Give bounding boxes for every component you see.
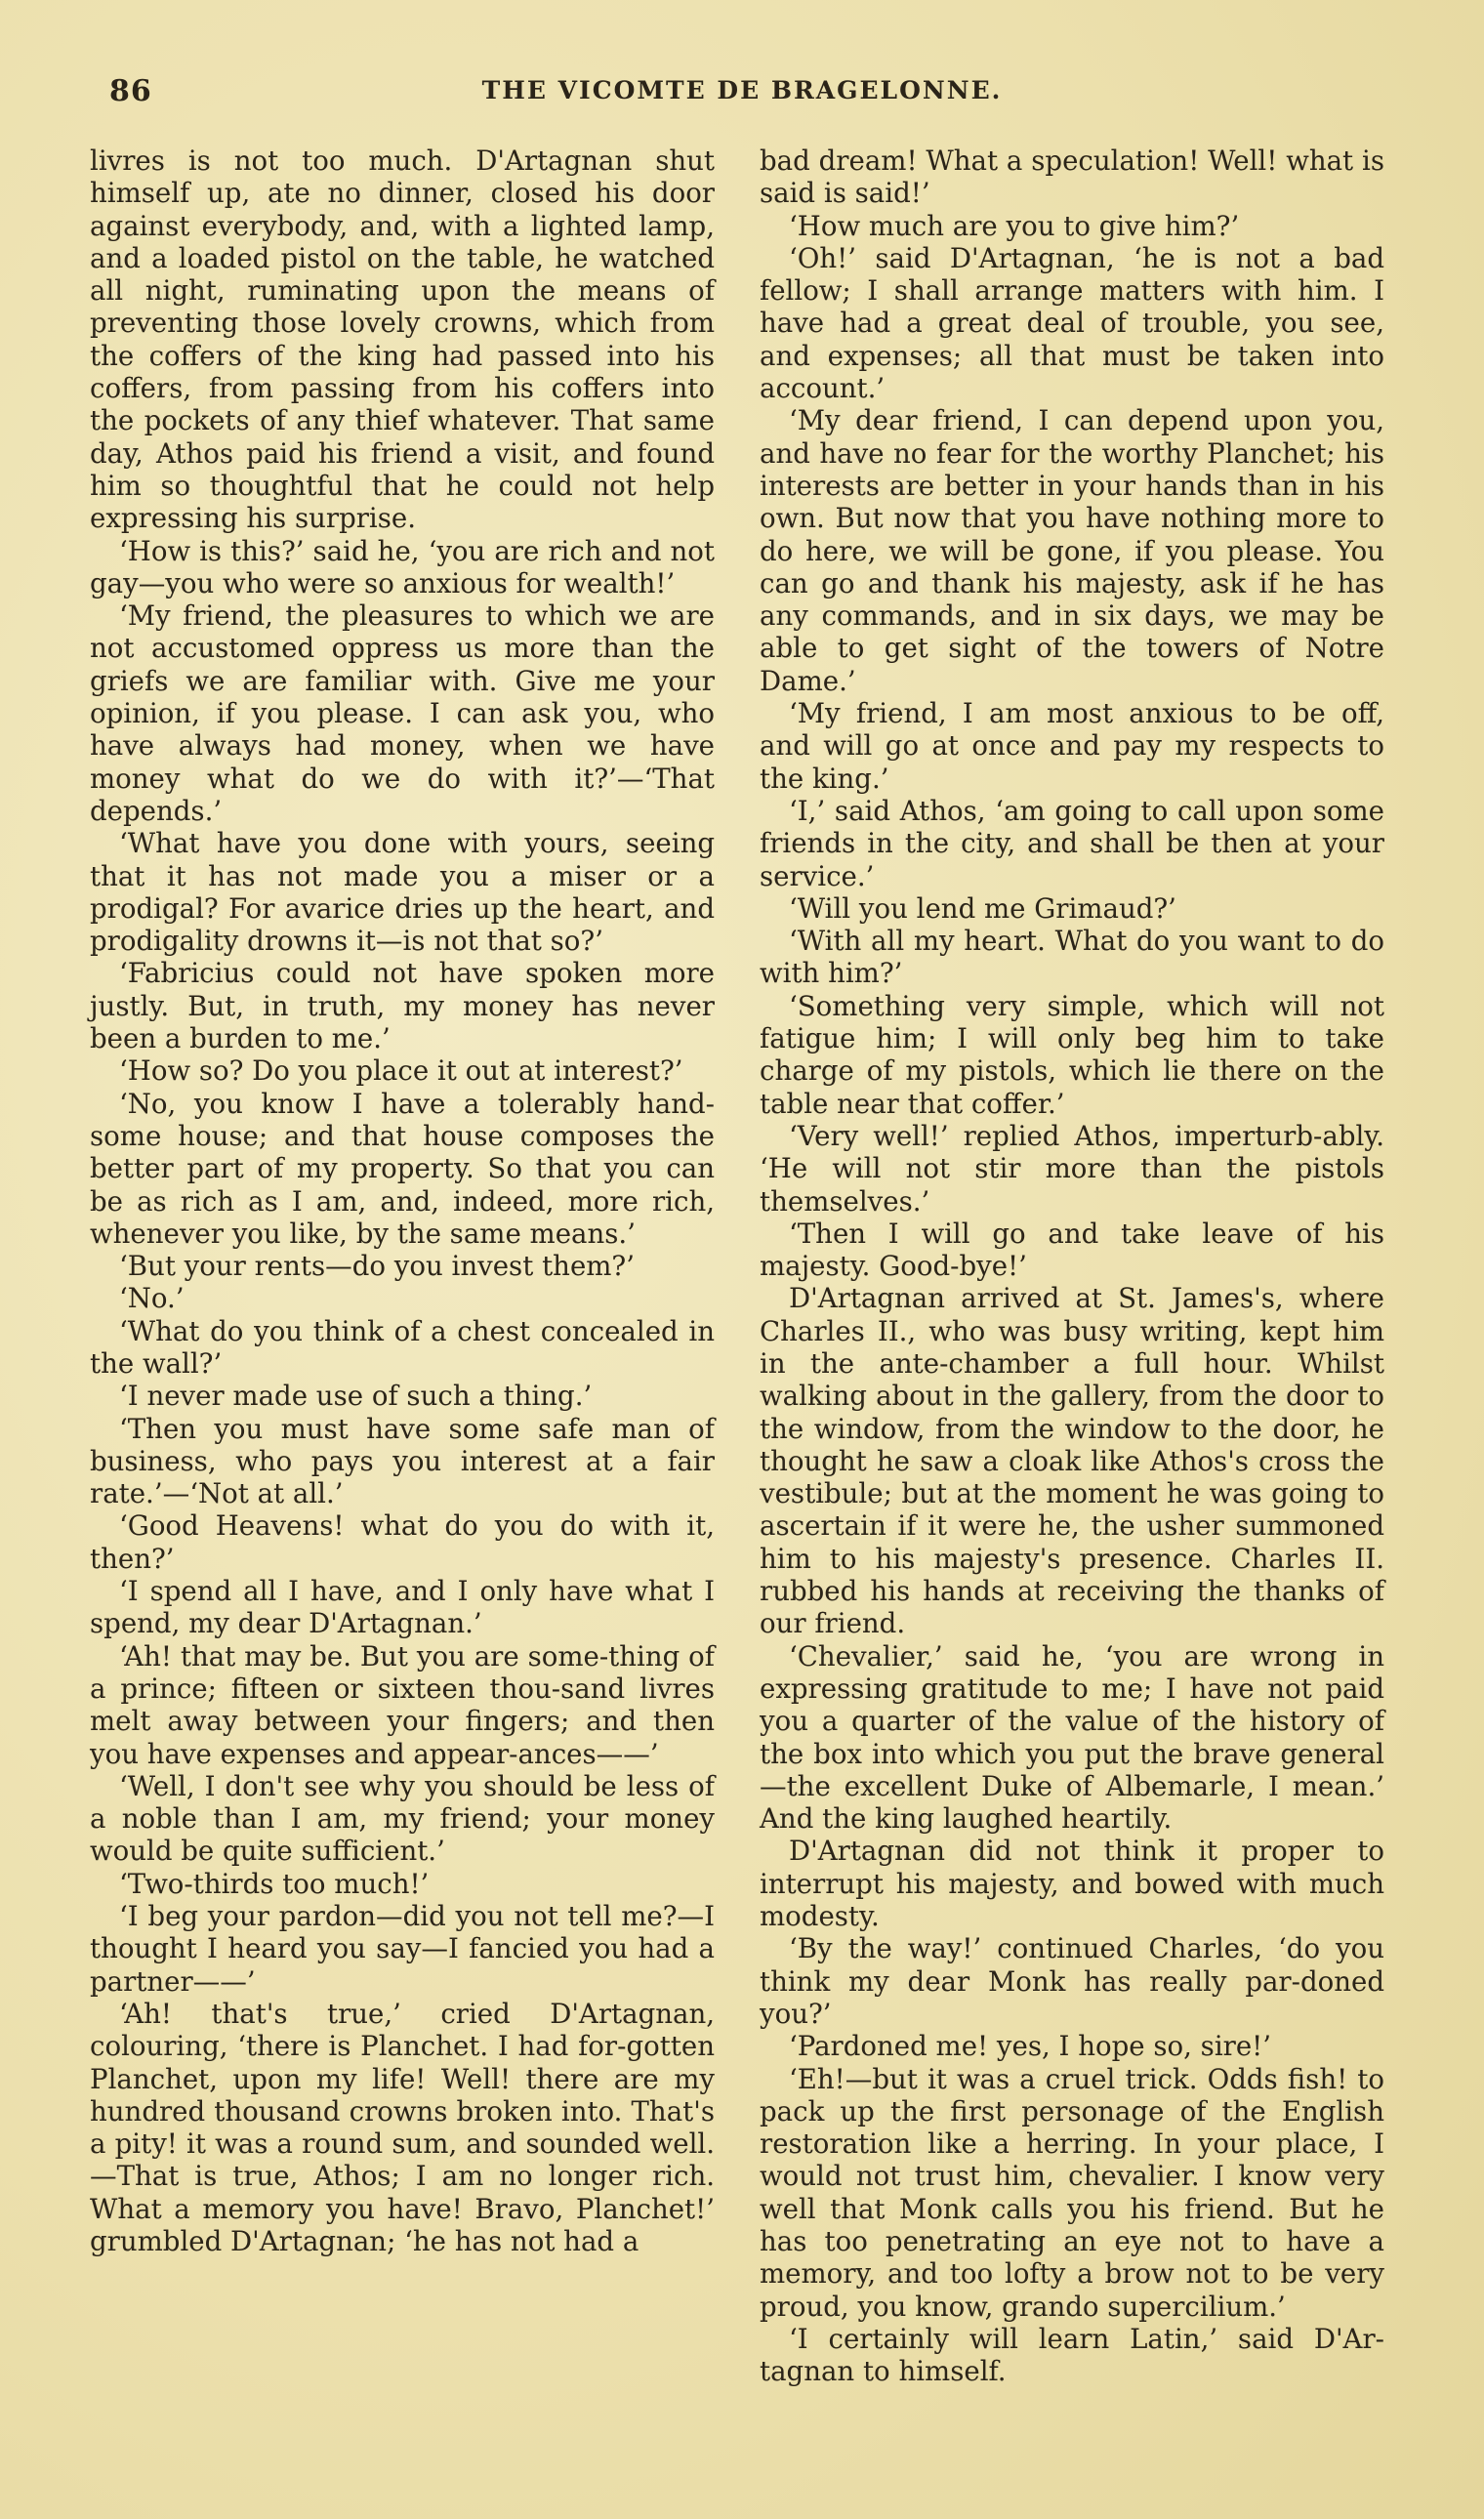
paragraph: ‘My dear friend, I can depend upon you, and have no fear for the worthy Planchet; his interests are better in your hands than in his own. But now that you have nothing more to do here, we will be gone, if you please. You can go and thank his majesty, ask if he has any commands, and in six days, we may be able to get sight of the towers of Notre Dame.’ — [760, 404, 1384, 697]
paragraph: ‘By the way!’ continued Charles, ‘do you think my dear Monk has really par-doned you?’ — [760, 1932, 1384, 2030]
paragraph: D'Artagnan arrived at St. James's, where Charles II., who was busy writing, kept him in the ante-chamber a full hour. Whilst walking about in the gallery, from the door to the window, from the window to the door, he thought he saw a cloak like Athos's cross the vestibule; but at the moment he was going to ascertain if it were he, the usher summoned him to his majesty's presence. Charles II. rubbed his hands at receiving the thanks of our friend. — [760, 1282, 1384, 1640]
paragraph: ‘Eh!—but it was a cruel trick. Odds fish! to pack up the first personage of the English restoration like a herring. In your place, I would not trust him, chevalier. I know very well that Monk calls you his friend. But he has too penetrating an eye not to have a memory, and too lofty a brow not to be very proud, you know, grando supercilium.’ — [760, 2062, 1384, 2323]
paragraph: ‘How is this?’ said he, ‘you are rich and not gay—you who were so anxious for wealth!’ — [90, 534, 715, 599]
paragraph: ‘Something very simple, which will not fatigue him; I will only beg him to take charge of my pistols, which lie there on the table near that coffer.’ — [760, 989, 1384, 1120]
paragraph: ‘With all my heart. What do you want to do with him?’ — [760, 925, 1384, 990]
paragraph: ‘No, you know I have a tolerably hand-some house; and that house composes the better part of my property. So that you can be as rich as I am, and, indeed, more rich, whenever you like, by the same means.’ — [90, 1087, 715, 1250]
paragraph: ‘My friend, the pleasures to which we are not accustomed oppress us more than the griefs we are familiar with. Give me your opinion, if you please. I can ask you, who have always had money, when we have money what do we do with it?’—‘That depends.’ — [90, 599, 715, 827]
page-header — [98, 74, 1386, 113]
right-column — [760, 145, 1384, 2387]
paragraph: D'Artagnan did not think it proper to interrupt his majesty, and bowed with much modesty. — [760, 1835, 1384, 1933]
running-title: THE VICOMTE DE BRAGELONNE. — [481, 76, 1003, 104]
paragraph: ‘But your rents—do you invest them?’ — [119, 1250, 635, 1283]
paragraph: ‘What do you think of a chest concealed in the wall?’ — [90, 1314, 715, 1380]
paragraph: livres is not too much. D'Artagnan shut himself up, ate no dinner, closed his door against everybody, and, with a lighted lamp, and a loaded pistol on the table, he watched all night, ruminating upon the means of preventing those lovely crowns, which from the coffers of the king had passed into his coffers, from passing from his coffers into the pockets of any thief whatever. That same day, Athos paid his friend a visit, and found him so thoughtful that he could not help expressing his surprise. — [90, 145, 715, 535]
paragraph: ‘I beg your pardon—did you not tell me?—I thought I heard you say—I fancied you had a partner——’ — [90, 1900, 715, 1998]
paragraph: ‘Ah! that may be. But you are some-thing of a prince; fifteen or sixteen thou-sand livres melt away between your fingers; and then you have expenses and appear-ances——’ — [90, 1639, 715, 1770]
paragraph: ‘What have you done with yours, seeing that it has not made you a miser or a prodigal? For avarice dries up the heart, and prodigality drowns it—is not that so?’ — [90, 827, 715, 958]
paragraph: ‘Will you lend me Grimaud?’ — [789, 891, 1176, 925]
paragraph: ‘Then you must have some safe man of business, who pays you interest at a fair rate.’—‘Not at all.’ — [90, 1412, 715, 1510]
paragraph: ‘Very well!’ replied Athos, imperturb-ably. ‘He will not stir more than the pistols themselves.’ — [760, 1119, 1384, 1218]
paragraph: ‘I,’ said Athos, ‘am going to call upon some friends in the city, and shall be then at your service.’ — [760, 794, 1384, 892]
paragraph: ‘My friend, I am most anxious to be off, and will go at once and pay my respects to the king.’ — [760, 697, 1384, 795]
paragraph: ‘Oh!’ said D'Artagnan, ‘he is not a bad fellow; I shall arrange matters with him. I have had a great deal of trouble, you see, and expenses; all that must be taken into account.’ — [760, 241, 1384, 405]
paragraph: ‘Two-thirds too much!’ — [119, 1867, 430, 1900]
paragraph: ‘I never made use of such a thing.’ — [119, 1380, 593, 1413]
page-number: 86 — [109, 74, 152, 108]
paragraph: ‘Pardoned me! yes, I hope so, sire!’ — [789, 2030, 1272, 2063]
paragraph: ‘How so? Do you place it out at interest?’ — [119, 1054, 683, 1088]
left-column — [90, 145, 715, 2257]
paragraph: ‘I certainly will learn Latin,’ said D'Ar-tagnan to himself. — [760, 2322, 1384, 2388]
paragraph: bad dream! What a speculation! Well! what is said is said!’ — [760, 145, 1384, 210]
paragraph: ‘No.’ — [119, 1282, 185, 1315]
paragraph: ‘How much are you to give him?’ — [789, 209, 1240, 242]
paragraph: ‘Then I will go and take leave of his majesty. Good-bye!’ — [760, 1217, 1384, 1283]
paragraph: ‘Ah! that's true,’ cried D'Artagnan, colouring, ‘there is Planchet. I had for-gotten Planchet, upon my life! Well! there are my hundred thousand crowns broken into. That's a pity! it was a round sum, and sounded well.—That is true, Athos; I am no longer rich. What a memory you have! Bravo, Planchet!’ grumbled D'Artagnan; ‘he has not had a — [90, 1997, 715, 2257]
paragraph: ‘I spend all I have, and I only have what I spend, my dear D'Artagnan.’ — [90, 1575, 715, 1640]
paragraph: ‘Good Heavens! what do you do with it, then?’ — [90, 1509, 715, 1575]
paragraph: ‘Chevalier,’ said he, ‘you are wrong in expressing gratitude to me; I have not paid you a quarter of the value of the history of the box into which you put the brave general—the excellent Duke of Albemarle, I mean.’ And the king laughed heartily. — [760, 1639, 1384, 1836]
paragraph: ‘Well, I don't see why you should be less of a noble than I am, my friend; your money would be quite sufficient.’ — [90, 1769, 715, 1868]
paragraph: ‘Fabricius could not have spoken more justly. But, in truth, my money has never been a burden to me.’ — [90, 957, 715, 1055]
